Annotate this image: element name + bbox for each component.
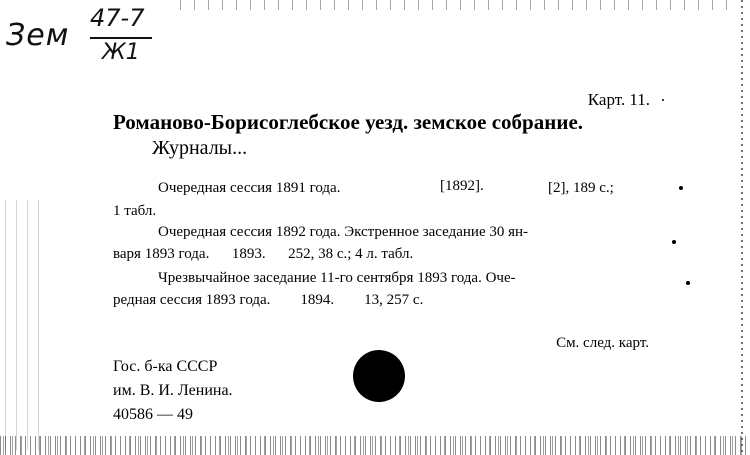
- card-subtitle: Журналы...: [152, 137, 248, 159]
- entry-line-1-year: [1892].: [440, 178, 484, 194]
- scan-noise-bottom-edge: [0, 436, 750, 455]
- handwritten-shelfmark-denominator: Ж1: [102, 40, 140, 65]
- library-name: Гос. б-ка СССР: [113, 358, 218, 375]
- entry-line-6: редная сессия 1893 года. 1894. 13, 257 с.: [113, 292, 424, 308]
- library-inventory-number: 40586 — 49: [113, 406, 193, 423]
- entry-line-1-pages: [2], 189 с.;: [548, 180, 614, 196]
- card-number: Карт. 11.: [587, 90, 650, 109]
- scan-speck: [679, 186, 683, 190]
- entry-line-1: Очередная сессия 1891 года.: [158, 180, 341, 196]
- library-stamp: [353, 350, 405, 402]
- entry-line-5: Чрезвычайное заседание 11-го сентября 1893 года. Оче-: [158, 270, 516, 286]
- library-name-continued: им. В. И. Ленина.: [113, 382, 233, 399]
- handwritten-shelfmark-prefix: Зем: [6, 18, 70, 53]
- entry-line-3: Очередная сессия 1892 года. Экстренное заседание 30 ян-: [158, 224, 529, 240]
- scan-noise-right-edge: [741, 0, 743, 455]
- handwritten-shelfmark-numerator: 47-7: [90, 4, 145, 32]
- scan-speck: [686, 281, 690, 285]
- scan-speck: [672, 240, 676, 244]
- entry-line-2: 1 табл.: [113, 203, 157, 219]
- card-title: Романово-Борисоглебское уезд. земское собрание.: [113, 110, 584, 134]
- see-next-card: См. след. карт.: [556, 335, 649, 351]
- scan-speck: [662, 99, 664, 101]
- scan-noise-top: [180, 0, 740, 10]
- entry-line-4: варя 1893 года. 1893. 252, 38 с.; 4 л. табл.: [113, 246, 414, 262]
- scan-noise-left: [0, 200, 40, 450]
- handwritten-fraction-bar: [90, 37, 152, 39]
